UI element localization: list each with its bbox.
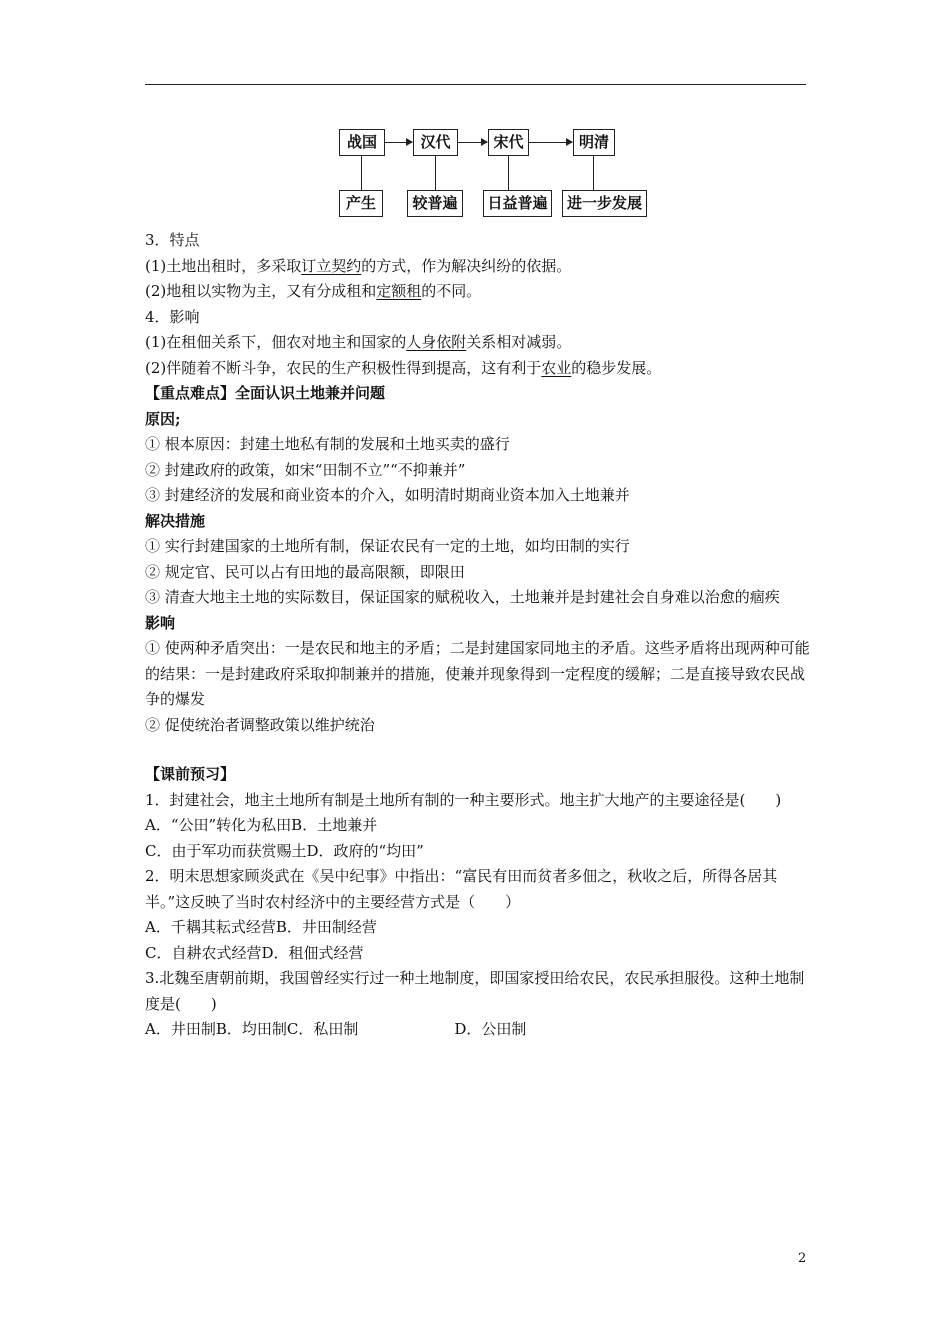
reasons-title: 原因; xyxy=(145,409,181,428)
text-run: (2)地租以实物为主，又有分成租和 xyxy=(145,282,377,300)
question-2-options-row-1 xyxy=(145,915,810,941)
impact-detail-item: ② 促使统治者调整政策以维护统治 xyxy=(145,715,375,734)
arrow-right-icon xyxy=(458,142,487,143)
question-3-options xyxy=(145,1017,810,1043)
connector-line xyxy=(508,156,509,190)
option-d[interactable]: D．租佃式经营 xyxy=(261,943,364,962)
connector-line xyxy=(593,156,594,190)
stage-box-further-development: 进一步发展 xyxy=(562,190,647,217)
question-1-options-row-1 xyxy=(145,813,810,839)
page-number: 2 xyxy=(798,1251,807,1266)
reason-item: ③ 封建经济的发展和商业资本的介入，如明清时期商业资本加入土地兼并 xyxy=(145,486,630,504)
reason-item: ② 封建政府的政策，如宋“田制不立”“不抑兼并” xyxy=(145,460,466,479)
question-3-stem: 3.北魏至唐朝前期，我国曾经实行过一种土地制度，即国家授田给农民，农民承担服役。这种土地制度是( ) xyxy=(145,969,805,1013)
connector-line xyxy=(435,156,436,190)
text-run: 的方式，作为解决纠纷的依据。 xyxy=(361,256,572,275)
key-points-title: 【重点难点】全面认识土地兼并问题 xyxy=(145,384,386,402)
text-run: 关系相对减弱。 xyxy=(466,333,572,351)
option-b[interactable]: B．土地兼并 xyxy=(291,816,378,834)
era-box-han: 汉代 xyxy=(413,129,458,156)
underlined-answer: 定额租 xyxy=(376,282,422,300)
impacts-title: 影响 xyxy=(145,613,176,632)
section-heading-impact: 4．影响 xyxy=(145,307,200,326)
measures-title: 解决措施 xyxy=(145,511,206,530)
underlined-answer: 农业 xyxy=(541,358,572,377)
option-a[interactable]: A．千耦其耘式经营 xyxy=(145,918,276,936)
question-2-options-row-2 xyxy=(145,941,810,967)
section-heading-features: 3．特点 xyxy=(145,231,200,249)
option-b[interactable]: B．井田制经营 xyxy=(275,918,377,936)
text-run: (1)土地出租时，多采取 xyxy=(145,256,302,275)
era-box-song: 宋代 xyxy=(488,129,529,156)
stage-box-common: 较普遍 xyxy=(407,190,463,217)
features-item-1 xyxy=(145,254,810,280)
era-box-warring-states: 战国 xyxy=(339,129,385,156)
measure-item: ③ 清查大地主土地的实际数目，保证国家的赋税收入，土地兼并是封建社会自身难以治愈的痼疾 xyxy=(145,588,780,606)
underlined-answer: 订立契约 xyxy=(301,256,362,275)
impact-item-2 xyxy=(145,356,810,382)
era-box-ming-qing: 明清 xyxy=(573,129,615,156)
land-tenancy-timeline-diagram xyxy=(0,0,950,230)
document-body xyxy=(145,228,810,1043)
text-run: 的不同。 xyxy=(421,282,482,300)
option-d[interactable]: D．政府的“均田” xyxy=(306,841,424,860)
text-run: 的稳步发展。 xyxy=(571,358,662,377)
option-c[interactable]: C．私田制 xyxy=(286,1020,359,1038)
measure-item: ① 实行封建国家的土地所有制，保证农民有一定的土地，如均田制的实行 xyxy=(145,537,630,555)
underlined-answer: 人身依附 xyxy=(406,333,467,351)
stage-box-increasingly-common: 日益普遍 xyxy=(483,190,552,217)
text-run: (1)在租佃关系下，佃农对地主和国家的 xyxy=(145,333,407,351)
stage-box-emerge: 产生 xyxy=(339,190,383,217)
reason-item: ① 根本原因：封建土地私有制的发展和土地买卖的盛行 xyxy=(145,435,510,453)
text-run: (2)伴随着不断斗争，农民的生产积极性得到提高，这有利于 xyxy=(145,358,542,377)
option-c[interactable]: C．由于军功而获赏赐土 xyxy=(145,841,307,860)
preview-title: 【课前预习】 xyxy=(145,765,236,783)
question-1-options-row-2 xyxy=(145,839,810,865)
question-1-stem: 1．封建社会，地主土地所有制是土地所有制的一种主要形式。地主扩大地产的主要途径是( ) xyxy=(145,790,782,809)
option-a[interactable]: A．井田制 xyxy=(145,1020,216,1038)
arrow-right-icon xyxy=(385,142,412,143)
features-item-2 xyxy=(145,279,810,305)
option-d[interactable]: D．公田制 xyxy=(454,1020,527,1038)
option-b[interactable]: B．均田制 xyxy=(215,1020,287,1038)
impact-detail-item: ① 使两种矛盾突出：一是农民和地主的矛盾；二是封建国家同地主的矛盾。这些矛盾将出现两种可能的结果：一是封建政府采取抑制兼并的措施，使兼并现象得到一定程度的缓解；二是直接导致农民战争的爆发 xyxy=(145,639,810,708)
impact-item-1 xyxy=(145,330,810,356)
option-a[interactable]: A．“公田”转化为私田 xyxy=(145,816,292,834)
option-c[interactable]: C．自耕农式经营 xyxy=(145,943,262,962)
connector-line xyxy=(361,156,362,190)
question-2-stem: 2．明末思想家顾炎武在《吴中纪事》中指出：“富民有田而贫者多佃之，秋收之后，所得各居其半。”这反映了当时农村经济中的主要经营方式是（ ） xyxy=(145,867,778,911)
arrow-right-icon xyxy=(529,142,572,143)
measure-item: ② 规定官、民可以占有田地的最高限额，即限田 xyxy=(145,562,465,581)
